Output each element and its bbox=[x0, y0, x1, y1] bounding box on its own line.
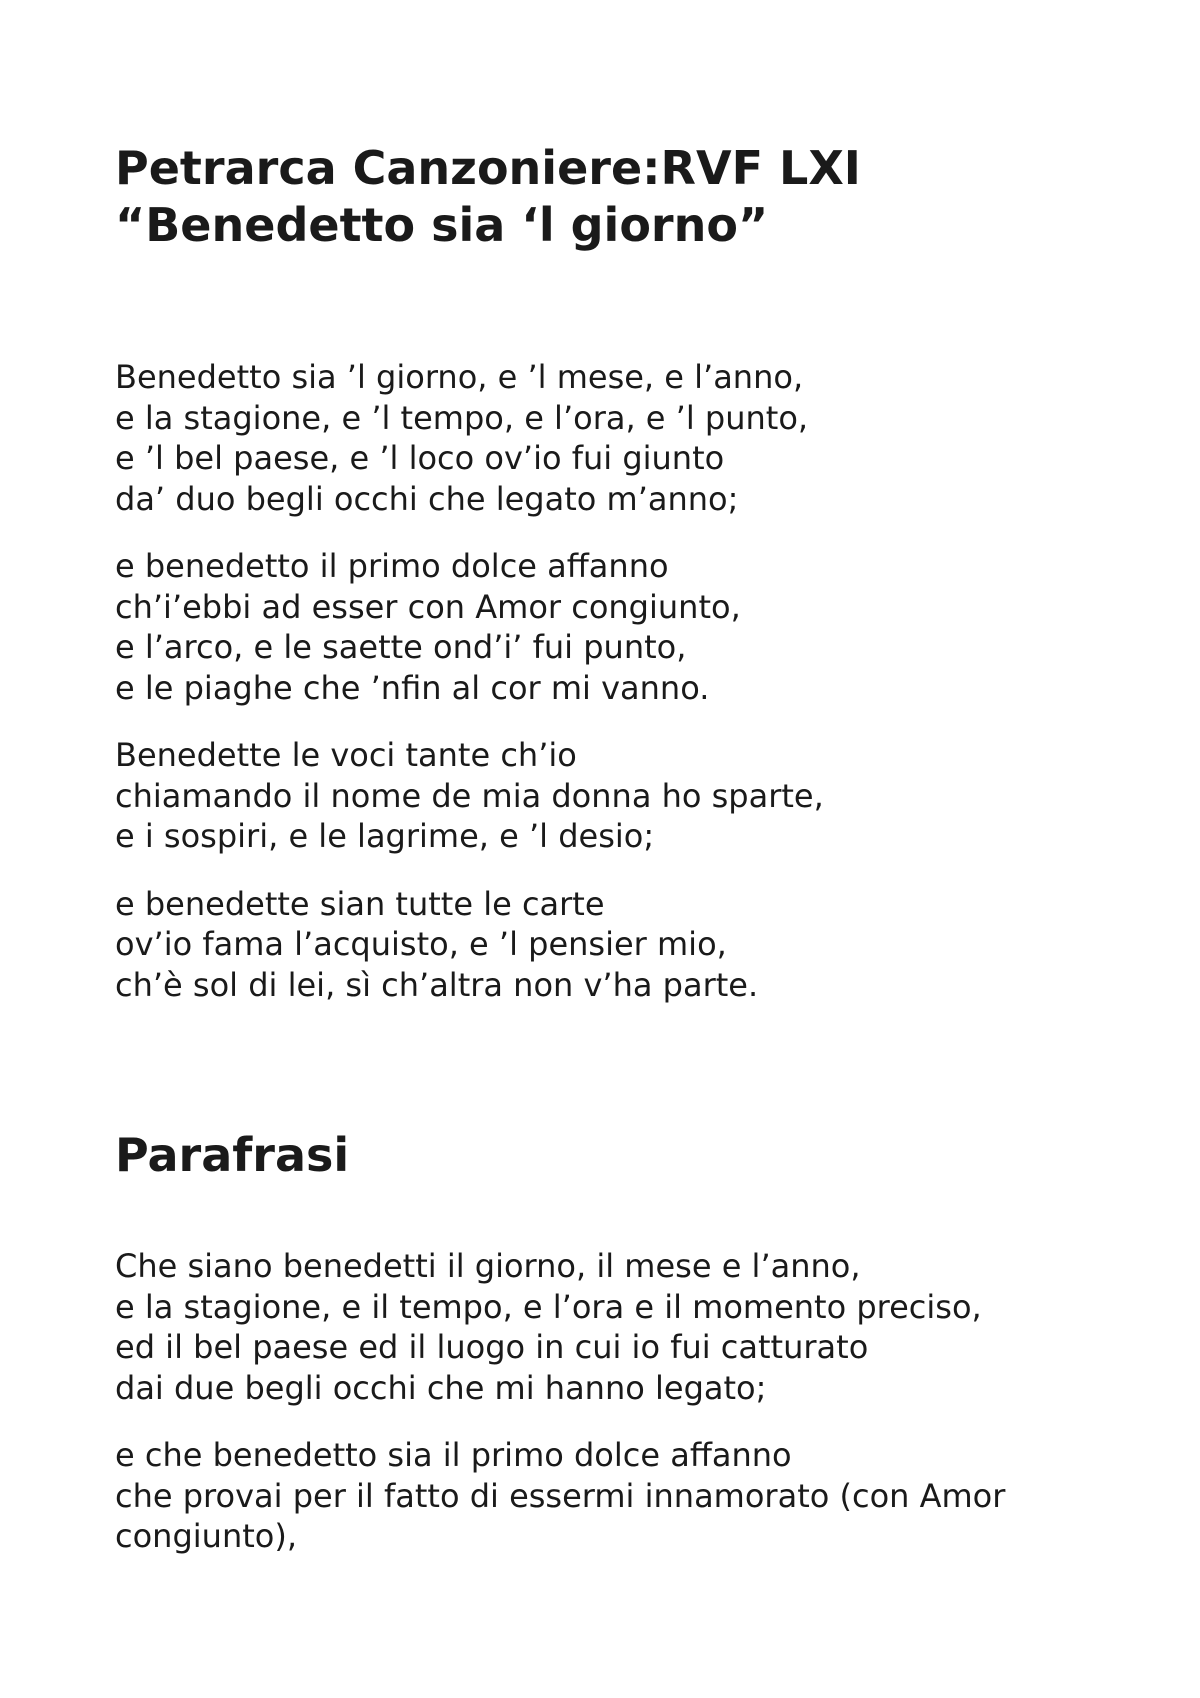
poem-stanza bbox=[115, 735, 1115, 857]
paraphrase-text bbox=[115, 1246, 1115, 1557]
poem-stanza bbox=[115, 546, 1115, 708]
paraphrase-line: ed il bel paese ed il luogo in cui io fui catturato bbox=[115, 1328, 869, 1366]
title-line: Petrarca Canzoniere:RVF LXI bbox=[115, 141, 861, 195]
page-title bbox=[115, 140, 1115, 254]
verse-line: ov’io fama l’acquisto, e ’l pensier mio, bbox=[115, 925, 727, 963]
verse-line: e benedetto il primo dolce affanno bbox=[115, 547, 669, 585]
verse-line: Benedetto sia ’l giorno, e ’l mese, e l’anno, bbox=[115, 358, 804, 396]
title-line: “Benedetto sia ‘l giorno” bbox=[115, 198, 769, 252]
verse-line: ch’i’ebbi ad esser con Amor congiunto, bbox=[115, 587, 741, 626]
verse-line: chiamando il nome de mia donna ho sparte, bbox=[115, 776, 824, 815]
paraphrase-line: e la stagione, e il tempo, e l’ora e il momento preciso, bbox=[115, 1287, 982, 1326]
verse-line: da’ duo begli occhi che legato m’anno; bbox=[115, 479, 739, 518]
verse-line: Benedette le voci tante ch’io bbox=[115, 736, 577, 774]
paraphrase-stanza bbox=[115, 1435, 1115, 1557]
paraphrase-stanza bbox=[115, 1246, 1115, 1408]
paraphrase-line: e che benedetto sia il primo dolce affanno bbox=[115, 1436, 792, 1474]
poem-stanza bbox=[115, 884, 1115, 1006]
paraphrase-heading: Parafrasi bbox=[115, 1128, 350, 1182]
verse-line: e i sospiri, e le lagrime, e ’l desio; bbox=[115, 817, 655, 855]
verse-line: e benedette sian tutte le carte bbox=[115, 884, 605, 923]
verse-line: e l’arco, e le saette ond’i’ fui punto, bbox=[115, 628, 687, 666]
poem-stanza bbox=[115, 357, 1115, 519]
document-page bbox=[115, 140, 1115, 1584]
verse-line: e ’l bel paese, e ’l loco ov’io fui giunto bbox=[115, 439, 725, 477]
verse-line: ch’è sol di lei, sì ch’altra non v’ha parte. bbox=[115, 965, 759, 1004]
paraphrase-line: Che siano benedetti il giorno, il mese e l’anno, bbox=[115, 1247, 861, 1285]
paraphrase-line: dai due begli occhi che mi hanno legato; bbox=[115, 1368, 767, 1407]
verse-line: e la stagione, e ’l tempo, e l’ora, e ’l punto, bbox=[115, 398, 809, 437]
poem-text bbox=[115, 357, 1115, 1005]
verse-line: e le piaghe che ’nfin al cor mi vanno. bbox=[115, 668, 710, 707]
paraphrase-line: che provai per il fatto di essermi innamorato (con Amor congiunto), bbox=[115, 1476, 1006, 1555]
